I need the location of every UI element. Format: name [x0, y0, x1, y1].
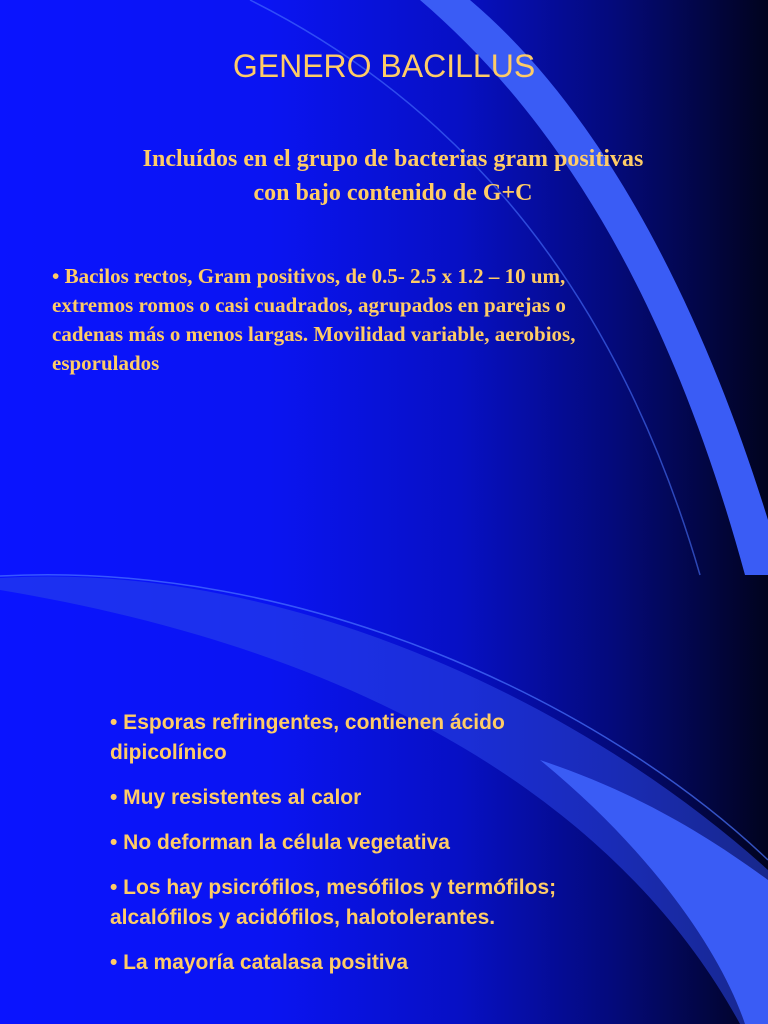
- bullet-line: • La mayoría catalasa positiva: [110, 951, 408, 974]
- bullet-item: [110, 708, 710, 768]
- bullet-line: • Muy resistentes al calor: [110, 786, 362, 809]
- bullet-line: alcalófilos y acidófilos, halotolerantes.: [110, 906, 496, 929]
- bullet-line: • Esporas refringentes, contienen ácido: [110, 711, 505, 734]
- subtitle-line: con bajo contenido de G+C: [253, 180, 533, 206]
- bullet-item: [110, 828, 710, 858]
- bullet-line: • No deforman la célula vegetativa: [110, 831, 450, 854]
- description-paragraph: [52, 262, 722, 378]
- bullet-line: dipicolínico: [110, 741, 227, 764]
- bullet-item: [110, 948, 710, 978]
- slide-title: GENERO BACILLUS: [232, 48, 536, 84]
- subtitle-line: Incluídos en el grupo de bacterias gram positivas: [142, 146, 644, 172]
- slide-subtitle: [60, 142, 726, 210]
- bullet-item: [110, 783, 710, 813]
- paragraph-line: extremos romos o casi cuadrados, agrupados en parejas o: [52, 293, 566, 317]
- bullet-item: [110, 873, 710, 933]
- paragraph-line: esporulados: [52, 351, 160, 375]
- paragraph-line: cadenas más o menos largas. Movilidad variable, aerobios,: [52, 322, 576, 346]
- paragraph-line: • Bacilos rectos, Gram positivos, de 0.5- 2.5 x 1.2 – 10 um,: [52, 264, 566, 288]
- characteristics-bullet-list: [110, 708, 710, 993]
- bullet-line: • Los hay psicrófilos, mesófilos y termófilos;: [110, 876, 557, 899]
